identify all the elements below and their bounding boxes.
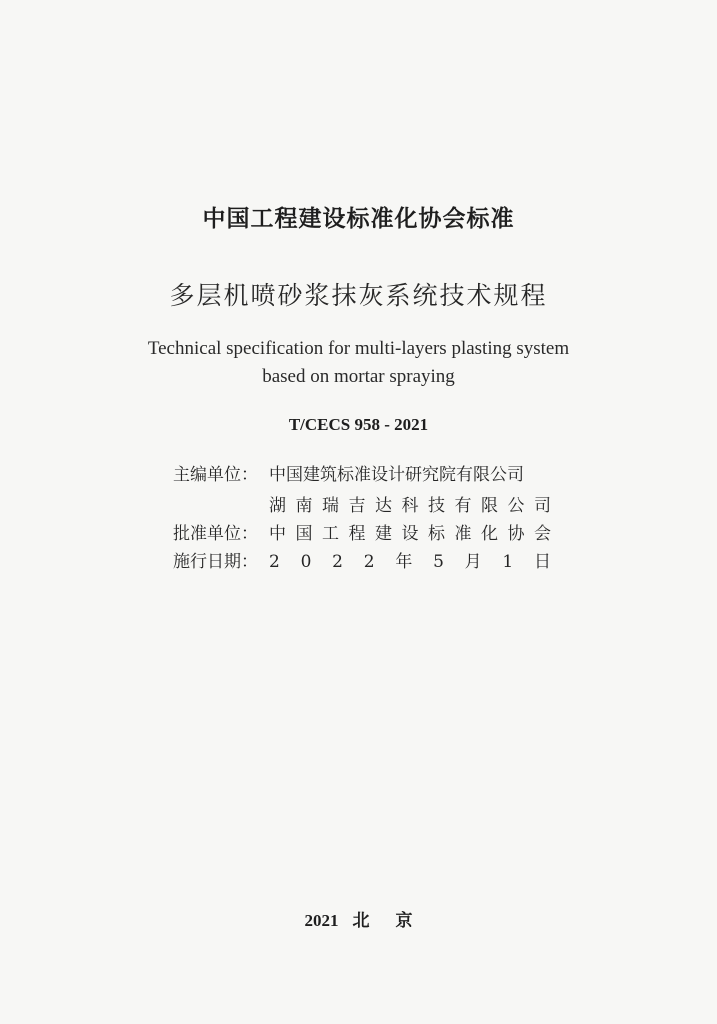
editor-label: 主编单位： xyxy=(173,465,258,485)
approver-name-char: 标 xyxy=(428,524,445,544)
editor-name-2-char: 科 xyxy=(401,496,419,516)
effective-date-char: 年 xyxy=(395,552,413,572)
editor-name-2 xyxy=(269,493,551,519)
approver-name-char: 准 xyxy=(454,524,472,544)
effective-date-value xyxy=(269,549,551,575)
editor-name-2-char: 瑞 xyxy=(322,496,339,516)
effective-date-char: 1 xyxy=(502,552,514,572)
effective-date-char: 日 xyxy=(533,552,551,572)
effective-date-char: 0 xyxy=(300,552,312,572)
editor-name-2-char: 公 xyxy=(507,496,525,516)
footer-city-char-1: 北 xyxy=(352,911,370,930)
effective-date-char: 月 xyxy=(464,552,482,572)
standard-code: T/CECS 958 - 2021 xyxy=(288,415,429,434)
effective-date-row xyxy=(173,549,563,575)
editor-name-2-char: 吉 xyxy=(348,496,366,516)
footer-city-char-2: 京 xyxy=(395,911,413,930)
approver-name-char: 程 xyxy=(348,524,366,544)
approver-name-char: 国 xyxy=(295,524,313,544)
editor-name-1: 中国建筑标准设计研究院有限公司 xyxy=(269,465,524,485)
effective-date-char: 2 xyxy=(332,552,343,572)
editor-name-2-char: 达 xyxy=(375,496,392,516)
approver-name-char: 化 xyxy=(481,524,498,544)
effective-date-label: 施行日期： xyxy=(173,552,258,572)
approver-name-char: 协 xyxy=(507,524,525,544)
approver-row xyxy=(173,521,563,547)
effective-date-char: 2 xyxy=(363,552,375,572)
title-english-line-2: based on mortar spraying xyxy=(262,366,455,387)
title-chinese: 多层机喷砂浆抹灰系统技术规程 xyxy=(169,281,548,310)
editor-name-2-char: 湖 xyxy=(269,496,286,516)
approver-label: 批准单位： xyxy=(173,524,258,544)
editor-name-2-char: 限 xyxy=(481,496,498,516)
footer-publication xyxy=(0,906,717,931)
approver-name-char: 建 xyxy=(375,524,392,544)
approver-name-char: 工 xyxy=(322,524,339,544)
effective-date-char: 2 xyxy=(269,552,280,572)
editor-name-2-char: 有 xyxy=(454,496,472,516)
editor-name-2-char: 司 xyxy=(534,496,551,516)
footer-year: 2021 xyxy=(304,911,339,930)
approver-name-char: 中 xyxy=(269,524,286,544)
editor-name-2-char: 技 xyxy=(428,496,445,516)
title-english-line-1: Technical specification for multi-layers plasting system xyxy=(147,338,570,359)
approver-name-char: 设 xyxy=(401,524,419,544)
issuer-heading: 中国工程建设标准化协会标准 xyxy=(202,206,515,232)
editor-row-1 xyxy=(173,462,563,488)
approver-name xyxy=(269,521,551,547)
approver-name-char: 会 xyxy=(534,524,551,544)
editor-row-2 xyxy=(173,493,563,519)
effective-date-char: 5 xyxy=(433,552,444,572)
editor-name-2-char: 南 xyxy=(295,496,313,516)
